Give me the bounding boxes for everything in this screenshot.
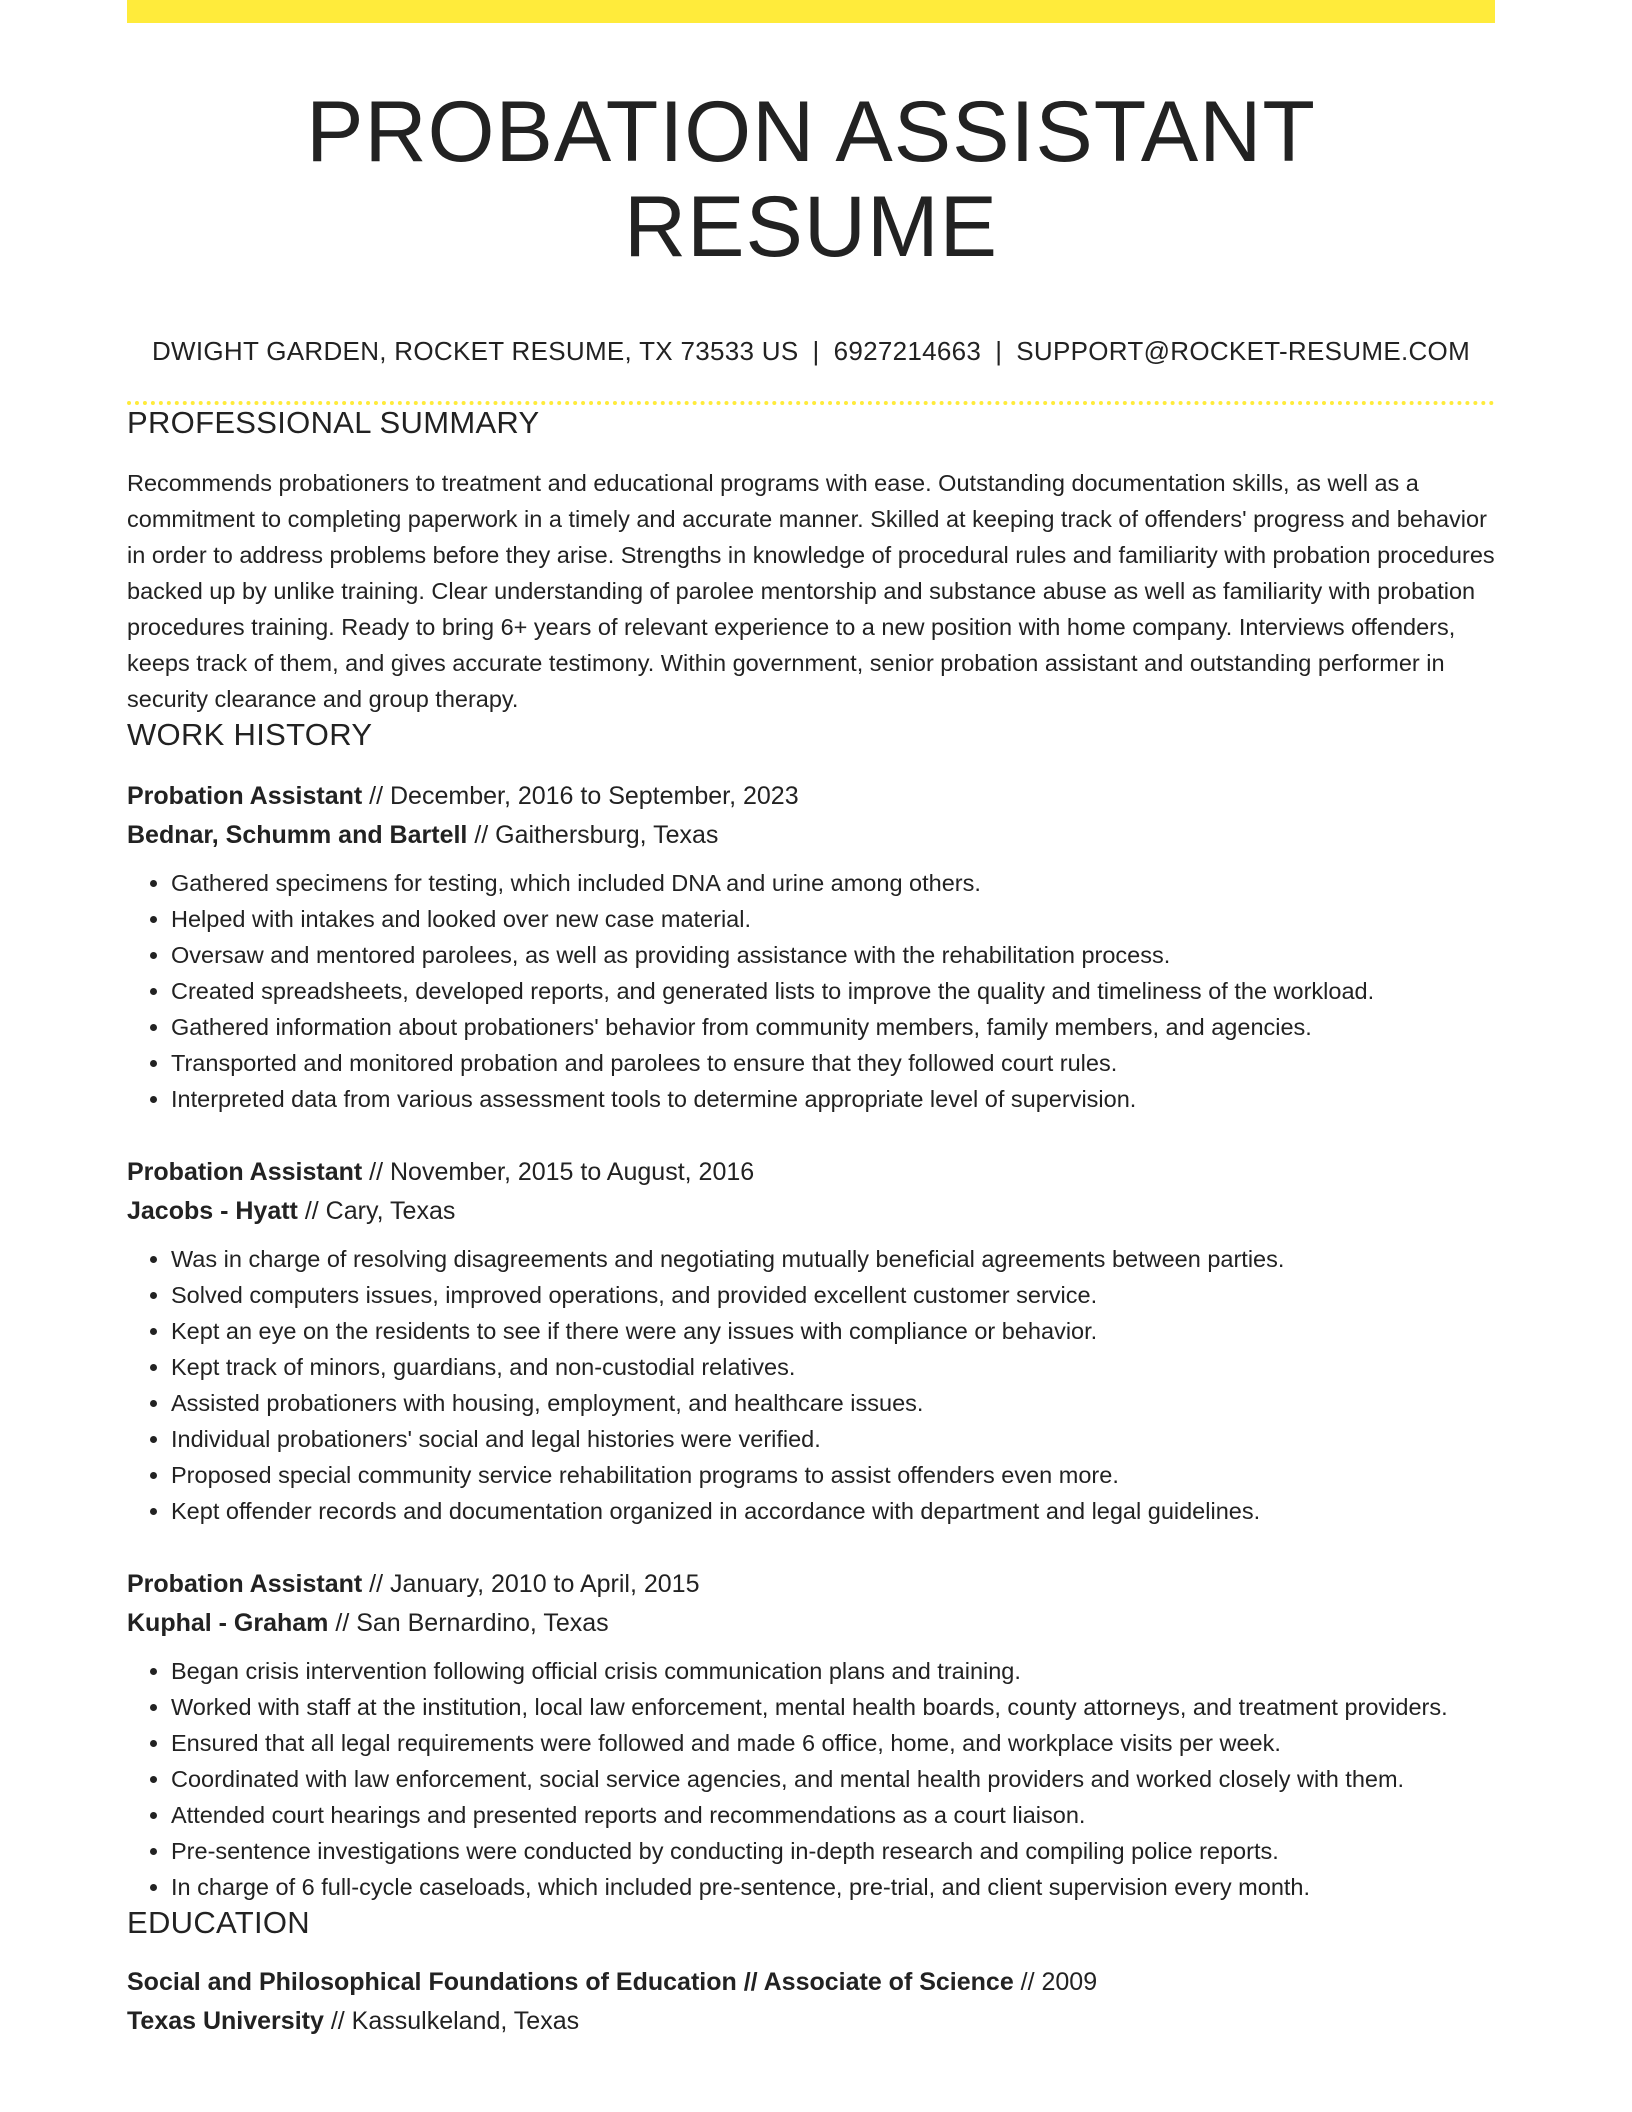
job-title-line xyxy=(127,1153,1495,1192)
job-title: Probation Assistant xyxy=(127,1570,363,1599)
contact-separator: | xyxy=(995,336,1003,367)
list-item: • Assisted probationers with housing, employment, and healthcare issues. xyxy=(171,1385,1495,1421)
job-company-line xyxy=(127,1604,1495,1643)
work-history-heading: WORK HISTORY xyxy=(127,717,373,753)
job-company-line xyxy=(127,1192,1495,1231)
job-bullets xyxy=(127,1653,1495,1905)
summary-heading: PROFESSIONAL SUMMARY xyxy=(127,405,540,441)
list-item: • Helped with intakes and looked over new case material. xyxy=(171,901,1495,937)
job-company: Bednar, Schumm and Bartell xyxy=(127,821,468,850)
list-item: • Attended court hearings and presented reports and recommendations as a court liaison. xyxy=(171,1797,1495,1833)
job-company: Jacobs - Hyatt xyxy=(127,1197,298,1226)
job-location: // San Bernardino, Texas xyxy=(328,1609,609,1638)
list-item: • Transported and monitored probation and parolees to ensure that they followed court rules. xyxy=(171,1045,1495,1081)
education-degree: Social and Philosophical Foundations of Education // Associate of Science xyxy=(127,1968,1014,1997)
job-title: Probation Assistant xyxy=(127,1158,363,1187)
education-school: Texas University xyxy=(127,2007,324,2036)
list-item: • Gathered specimens for testing, which included DNA and urine among others. xyxy=(171,865,1495,901)
summary-text: Recommends probationers to treatment and educational programs with ease. Outstanding documentation skills, as well as a commitment to completing paperwork in a timely and accurate manner. Skilled at keeping track of offenders' progress and behavior in order to address problems before they arise. Strengths in knowledge of procedural rules and familiarity with probation procedures backed up by unlike training. Clear understanding of parolee mentorship and substance abuse as well as familiarity with probation procedures training. Ready to bring 6+ years of relevant experience to a new position with home company. Interviews offenders, keeps track of them, and gives accurate testimony. Within government, senior probation assistant and outstanding performer in security clearance and group therapy. xyxy=(127,470,1495,713)
contact-line xyxy=(127,336,1495,367)
job-dates: // January, 2010 to April, 2015 xyxy=(362,1570,700,1599)
list-item: • Worked with staff at the institution, local law enforcement, mental health boards, county attorneys, and treatment providers. xyxy=(171,1689,1495,1725)
list-item: • Kept track of minors, guardians, and non-custodial relatives. xyxy=(171,1349,1495,1385)
contact-separator: | xyxy=(812,336,820,367)
contact-email: SUPPORT@ROCKET-RESUME.COM xyxy=(1016,336,1471,367)
job-entry xyxy=(127,777,1495,1117)
list-item: • Ensured that all legal requirements were followed and made 6 office, home, and workplace visits per week. xyxy=(171,1725,1495,1761)
job-list xyxy=(127,777,1495,1905)
job-title-line xyxy=(127,777,1495,816)
education-degree-line xyxy=(127,1963,1495,2002)
contact-phone: 6927214663 xyxy=(833,336,982,367)
job-title: Probation Assistant xyxy=(127,782,363,811)
job-location: // Gaithersburg, Texas xyxy=(467,821,719,850)
education-school-line xyxy=(127,2002,1495,2041)
list-item: • Was in charge of resolving disagreements and negotiating mutually beneficial agreements between parties. xyxy=(171,1241,1495,1277)
page-title: PROBATION ASSISTANT RESUME xyxy=(306,84,1316,275)
job-entry xyxy=(127,1565,1495,1905)
list-item: • Coordinated with law enforcement, social service agencies, and mental health providers and worked closely with them. xyxy=(171,1761,1495,1797)
list-item: • In charge of 6 full-cycle caseloads, which included pre-sentence, pre-trial, and client supervision every month. xyxy=(171,1869,1495,1905)
job-location: // Cary, Texas xyxy=(297,1197,456,1226)
job-title-line xyxy=(127,1565,1495,1604)
job-bullets xyxy=(127,1241,1495,1529)
job-company-line xyxy=(127,816,1495,855)
list-item: • Solved computers issues, improved operations, and provided excellent customer service. xyxy=(171,1277,1495,1313)
job-dates: // December, 2016 to September, 2023 xyxy=(362,782,799,811)
list-item: • Gathered information about probationers' behavior from community members, family members, and agencies. xyxy=(171,1009,1495,1045)
resume-page xyxy=(127,0,1495,2041)
list-item: • Began crisis intervention following official crisis communication plans and training. xyxy=(171,1653,1495,1689)
list-item: • Individual probationers' social and legal histories were verified. xyxy=(171,1421,1495,1457)
list-item: • Created spreadsheets, developed reports, and generated lists to improve the quality and timeliness of the workload. xyxy=(171,973,1495,1009)
education-entry xyxy=(127,1963,1495,2041)
list-item: • Oversaw and mentored parolees, as well as providing assistance with the rehabilitation process. xyxy=(171,937,1495,973)
list-item: • Interpreted data from various assessment tools to determine appropriate level of supervision. xyxy=(171,1081,1495,1117)
top-accent-bar xyxy=(127,0,1495,23)
list-item: • Pre-sentence investigations were conducted by conducting in-depth research and compiling police reports. xyxy=(171,1833,1495,1869)
job-bullets xyxy=(127,865,1495,1117)
job-dates: // November, 2015 to August, 2016 xyxy=(362,1158,755,1187)
list-item: • Proposed special community service rehabilitation programs to assist offenders even more. xyxy=(171,1457,1495,1493)
education-location: // Kassulkeland, Texas xyxy=(323,2007,580,2036)
education-heading: EDUCATION xyxy=(127,1905,310,1941)
job-entry xyxy=(127,1153,1495,1529)
contact-address: DWIGHT GARDEN, ROCKET RESUME, TX 73533 US xyxy=(151,336,799,367)
list-item: • Kept an eye on the residents to see if there were any issues with compliance or behavior. xyxy=(171,1313,1495,1349)
job-company: Kuphal - Graham xyxy=(127,1609,329,1638)
education-year: // 2009 xyxy=(1013,1968,1098,1997)
list-item: • Kept offender records and documentation organized in accordance with department and legal guidelines. xyxy=(171,1493,1495,1529)
